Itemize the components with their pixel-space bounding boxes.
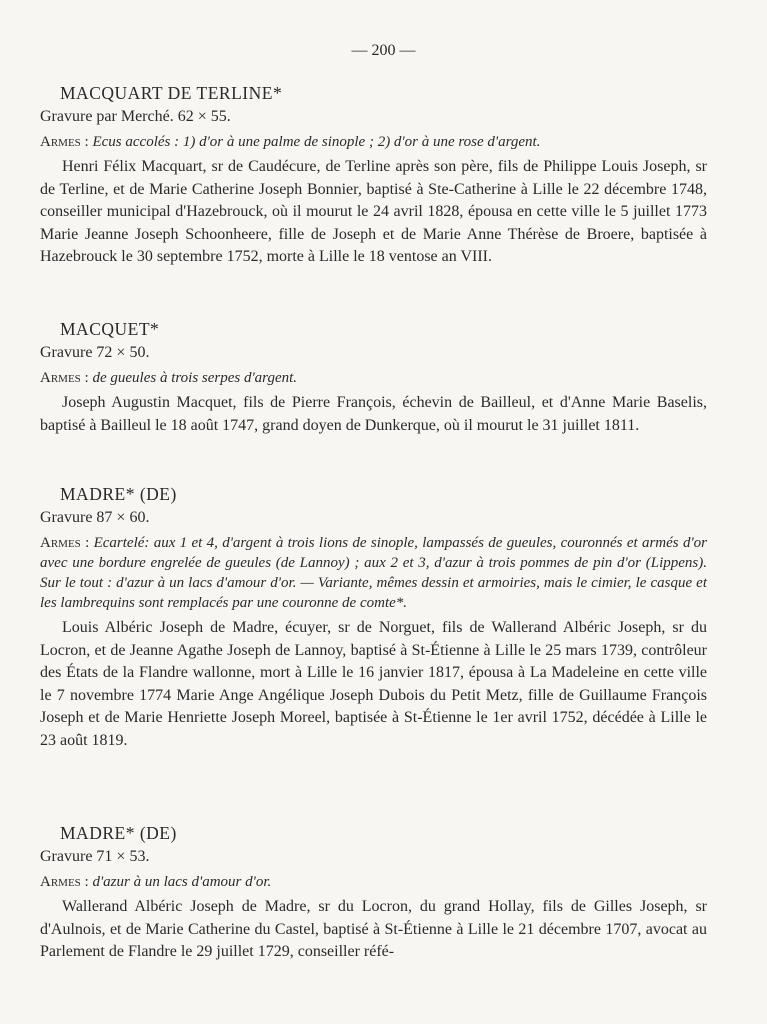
armes-line xyxy=(40,132,707,152)
armes-label: Armes : xyxy=(40,874,89,890)
gravure-line: Gravure 87 × 60. xyxy=(40,509,150,526)
entry-body: Joseph Augustin Macquet, fils de Pierre François, échevin de Bailleul, et d'Anne Marie Baselis, baptisé à Bailleul le 18 août 1747, grand doyen de Dunkerque, où il mourut le 31 juillet 1811. xyxy=(40,394,707,434)
gravure-line: Gravure 71 × 53. xyxy=(40,848,150,865)
armes-text: Ecartelé: aux 1 et 4, d'argent à trois lions de sinople, lampassés de gueules, couronnés et armés d'or avec une bordure engrelée de gueules (de Lannoy) ; aux 2 et 3, d'azur à trois pommes de pin d'or (Lippens). Sur le tout : d'azur à un lacs d'amour d'or. — Variante, mêmes dessin et armoiries, mais le cimier, le casque et les lambrequins sont remplacés par une couronne de comte*. xyxy=(40,535,707,611)
armes-label: Armes : xyxy=(40,134,89,150)
page-number: — 200 — xyxy=(351,42,416,59)
entry-macquart-de-terline xyxy=(40,82,707,269)
entry-heading: MACQUART DE TERLINE* xyxy=(60,83,283,103)
entry-macquet xyxy=(40,318,707,437)
armes-line xyxy=(40,368,707,388)
entry-madre-1 xyxy=(40,483,707,752)
armes-text: d'azur à un lacs d'amour d'or. xyxy=(92,874,272,890)
armes-text: Ecus accolés : 1) d'or à une palme de sinople ; 2) d'or à une rose d'argent. xyxy=(92,134,541,150)
entry-heading: MADRE* (DE) xyxy=(60,484,177,504)
armes-label: Armes : xyxy=(40,370,89,386)
gravure-line: Gravure par Merché. 62 × 55. xyxy=(40,108,231,125)
entry-body: Wallerand Albéric Joseph de Madre, sr du Locron, du grand Hollay, fils de Gilles Joseph, sr d'Aulnois, et de Marie Catherine du Castel, baptisé à St-Étienne à Lille le 21 décembre 1707, avocat au Parlement de Flandre le 29 juillet 1729, conseiller réfé- xyxy=(40,898,707,960)
entry-body: Louis Albéric Joseph de Madre, écuyer, sr de Norguet, fils de Wallerand Albéric Joseph, sr du Locron, et de Jeanne Agathe Joseph de Lannoy, baptisé à St-Étienne à Lille le 25 mars 1739, contrôleur des États de la Flandre wallonne, mort à Lille le 16 janvier 1817, épousa à La Madeleine en cette ville le 7 novembre 1774 Marie Ange Angélique Joseph Dubois du Petit Metz, fille de Guillaume François Joseph et de Marie Henriette Joseph Moreel, baptisée à St-Étienne le 1er avril 1752, décédée à Lille le 23 août 1819. xyxy=(40,619,707,749)
armes-line xyxy=(40,872,707,892)
armes-label: Armes : xyxy=(40,535,90,551)
armes-text: de gueules à trois serpes d'argent. xyxy=(92,370,298,386)
entry-madre-2 xyxy=(40,822,707,964)
gravure-line: Gravure 72 × 50. xyxy=(40,344,150,361)
armes-line xyxy=(40,533,707,613)
entry-heading: MACQUET* xyxy=(60,319,160,339)
entry-body: Henri Félix Macquart, sr de Caudécure, de Terline après son père, fils de Philippe Louis Joseph, sr de Terline, et de Marie Catherine Joseph Bonnier, baptisé à Ste-Catherine à Lille le 22 décembre 1748, conseiller municipal d'Hazebrouck, où il mourut le 24 avril 1828, épousa en cette ville le 5 juillet 1773 Marie Jeanne Joseph Schoonheere, fille de Joseph et de Marie Anne Thérèse de Broere, baptisée à Hazebrouck le 30 septembre 1752, morte à Lille le 18 ventose an VIII. xyxy=(40,158,707,265)
entry-heading: MADRE* (DE) xyxy=(60,823,177,843)
